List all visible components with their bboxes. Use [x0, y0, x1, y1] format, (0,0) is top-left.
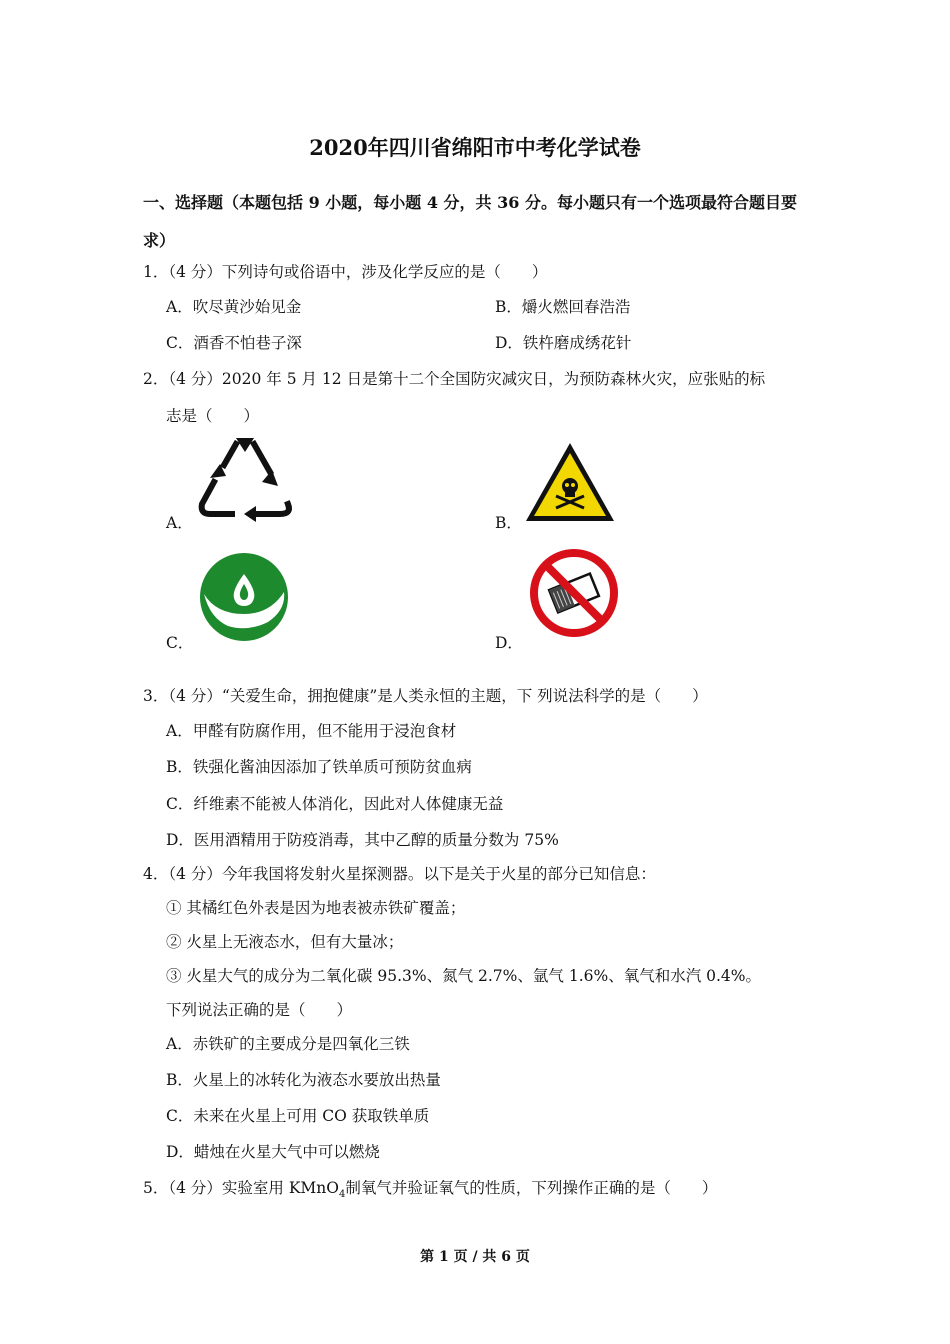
- section-heading: 一、选择题（本题包括 9 小题，每小题 4 分，共 36 分。每小题只有一个选项最符合题目要: [143, 193, 797, 212]
- question-4-option-c: C．未来在火星上可用 CO 获取铁单质: [166, 1107, 430, 1125]
- question-2-option-b: B．: [495, 514, 522, 532]
- question-4-option-b: B．火星上的冰转化为液态水要放出热量: [166, 1071, 441, 1089]
- water-saving-icon: [198, 552, 290, 642]
- question-1-option-d: D．铁杵磨成绣花针: [495, 334, 632, 352]
- question-5-subscript: 4: [338, 1189, 346, 1201]
- question-2-stem: 2．（4 分）2020 年 5 月 12 日是第十二个全国防灾减灾日，为预防森林火灾，应张贴的标: [143, 370, 766, 388]
- no-matches-icon: [528, 547, 620, 639]
- question-2-option-c: C．: [166, 634, 194, 652]
- question-4-stem: 4．（4 分）今年我国将发射火星探测器。以下是关于火星的部分已知信息：: [143, 865, 656, 883]
- question-1-option-a: A．吹尽黄沙始见金: [166, 298, 302, 316]
- question-1-stem: 1．（4 分）下列诗句或俗语中，涉及化学反应的是（ ）: [143, 263, 548, 281]
- question-4-info-2: ② 火星上无液态水，但有大量冰；: [166, 933, 404, 951]
- question-4-option-a: A．赤铁矿的主要成分是四氧化三铁: [166, 1035, 410, 1053]
- question-3-option-d: D．医用酒精用于防疫消毒，其中乙醇的质量分数为 75%: [166, 831, 559, 849]
- question-3-stem: 3．（4 分）“关爱生命，拥抱健康”是人类永恒的主题，下 列说法科学的是（ ）: [143, 687, 708, 705]
- question-1-option-c: C．酒香不怕巷子深: [166, 334, 302, 352]
- question-3-option-a: A．甲醛有防腐作用，但不能用于浸泡食材: [166, 722, 457, 740]
- question-3-option-b: B．铁强化酱油因添加了铁单质可预防贫血病: [166, 758, 472, 776]
- question-5-stem-post: 制氧气并验证氧气的性质，下列操作正确的是（ ）: [345, 1179, 718, 1197]
- question-2-option-d: D．: [495, 634, 523, 652]
- question-4-info-1: ① 其橘红色外表是因为地表被赤铁矿覆盖；: [166, 899, 466, 917]
- page-footer: 第 1 页 / 共 6 页: [420, 1249, 530, 1265]
- toxic-hazard-icon: [523, 440, 617, 524]
- section-heading-cont: 求）: [143, 231, 176, 250]
- question-4-prompt: 下列说法正确的是（ ）: [166, 1001, 353, 1019]
- question-5-stem: [143, 1176, 717, 1200]
- question-1-option-b: B．爝火燃回春浩浩: [495, 298, 631, 316]
- question-5-stem-pre: 5．（4 分）实验室用 KMnO: [143, 1179, 339, 1197]
- page-title: 2020年四川省绵阳市中考化学试卷: [309, 135, 641, 160]
- question-4-option-d: D．蜡烛在火星大气中可以燃烧: [166, 1143, 380, 1161]
- recycle-icon: [196, 434, 294, 522]
- question-3-option-c: C．纤维素不能被人体消化，因此对人体健康无益: [166, 795, 504, 813]
- question-4-info-3: ③ 火星大气的成分为二氧化碳 95.3%、氮气 2.7%、氩气 1.6%、氧气和水汽 0.4%。: [166, 967, 762, 985]
- question-2-stem-cont: 志是（ ）: [166, 407, 260, 425]
- question-2-option-a: A．: [166, 514, 193, 532]
